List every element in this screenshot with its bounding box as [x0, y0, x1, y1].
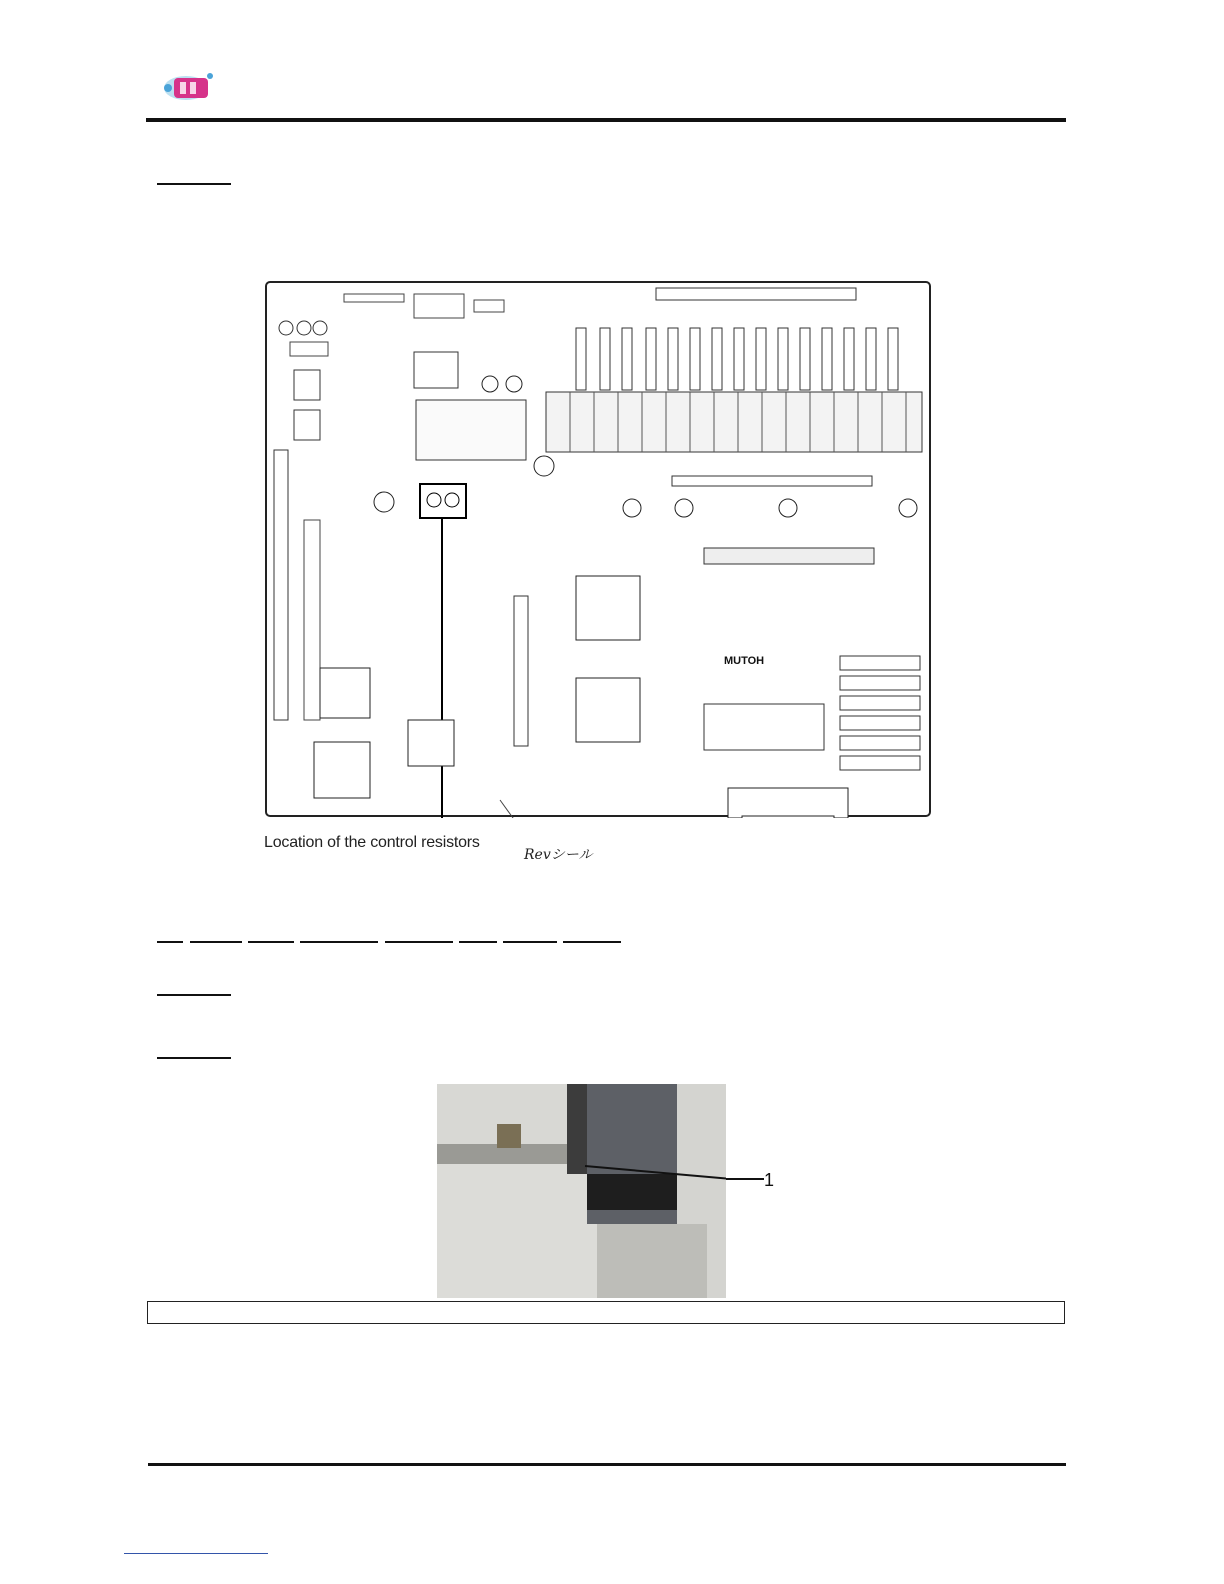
heading-underline-6 [459, 941, 497, 943]
heading-underline-2 [190, 941, 242, 943]
footer-rule [148, 1463, 1066, 1466]
step-underline-2 [157, 994, 231, 996]
note-box [147, 1301, 1065, 1324]
heading-underline-1 [157, 941, 183, 943]
callout-number: 1 [764, 1170, 775, 1190]
heading-underline-3 [248, 941, 294, 943]
footer-link-underline[interactable] [124, 1553, 268, 1554]
rev-seal-label: Revシール [524, 847, 593, 863]
heading-underline-8 [563, 941, 621, 943]
board-brand-label: MUTOH [724, 655, 765, 667]
heading-underline-5 [385, 941, 453, 943]
step-underline-3 [157, 1057, 231, 1059]
callout-leader-line [726, 1178, 764, 1180]
header-rule [146, 118, 1066, 122]
step-heading-underline [157, 183, 231, 185]
heading-underline-4 [300, 941, 378, 943]
circuit-board-diagram [264, 280, 932, 818]
figure-caption: Location of the control resistors [264, 834, 480, 851]
heading-underline-7 [503, 941, 557, 943]
printer-part-photo [437, 1084, 726, 1298]
jet-logo-icon [158, 66, 218, 110]
